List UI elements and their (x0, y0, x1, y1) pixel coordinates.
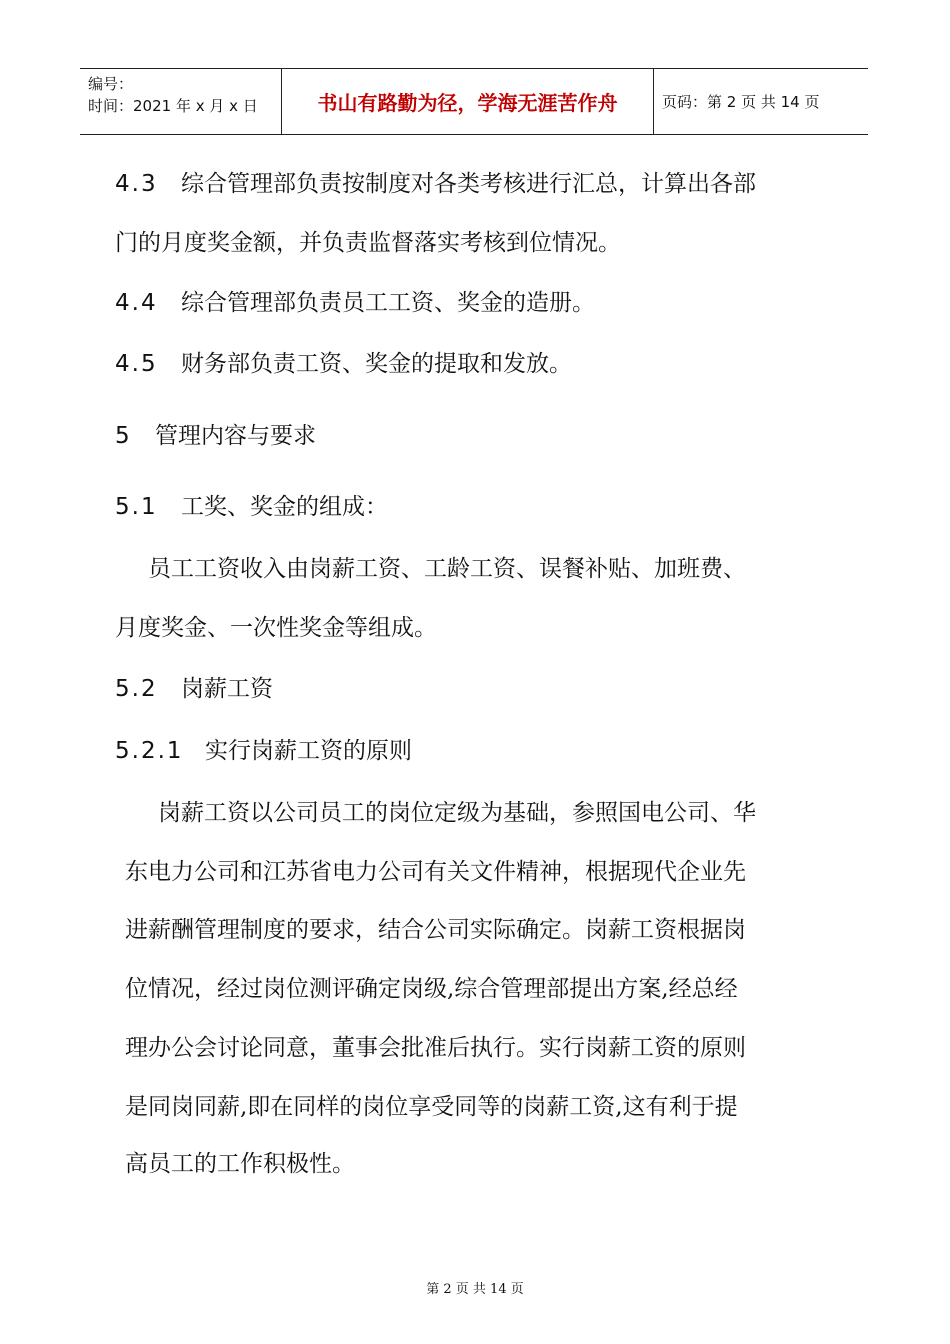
paragraph-text: 综合管理部负责员工工资、奖金的造册。 (181, 290, 595, 316)
document-number-label: 编号： (88, 75, 134, 93)
composition-line2: 月度奖金、一次性奖金等组成。 (115, 615, 437, 641)
paragraph-4-5 (115, 350, 835, 378)
paragraph-4-4 (115, 289, 835, 317)
page-footer: 第 2 页 共 14 页 (426, 1282, 524, 1297)
principle-line3: 进薪酬管理制度的要求，结合公司实际确定。岗薪工资根据岗 (125, 917, 746, 943)
principle-line2: 东电力公司和江苏省电力公司有关文件精神，根据现代企业先 (125, 859, 746, 885)
section-number: 4.4 (115, 290, 158, 316)
paragraph-text: 财务部负责工资、奖金的提取和发放。 (181, 351, 572, 377)
page-header (80, 68, 868, 135)
principle-line4: 位情况，经过岗位测评确定岗级,综合管理部提出方案,经总经 (125, 976, 738, 1002)
section-number: 4.3 (115, 171, 158, 197)
section-5-heading (115, 422, 835, 450)
header-page-info: 页码：第 2 页 共 14 页 (662, 93, 820, 111)
heading-text: 管理内容与要求 (155, 423, 316, 449)
composition-line1: 员工工资收入由岗薪工资、工龄工资、误餐补贴、加班费、 (148, 556, 746, 582)
header-motto: 书山有路勤为径，学海无涯苦作舟 (282, 69, 654, 134)
section-5-1-heading (115, 493, 835, 521)
header-meta (80, 69, 282, 134)
heading-text: 实行岗薪工资的原则 (205, 738, 412, 764)
section-number: 5.2 (115, 676, 158, 702)
section-number: 4.5 (115, 351, 158, 377)
document-time-label: 时间：2021 年 x 月 x 日 (88, 97, 258, 115)
principle-line7: 高员工的工作积极性。 (125, 1151, 355, 1177)
section-number: 5 (115, 423, 132, 449)
section-number: 5.1 (115, 494, 158, 520)
principle-line1: 岗薪工资以公司员工的岗位定级为基础，参照国电公司、华 (158, 800, 756, 826)
principle-line5: 理办公会讨论同意，董事会批准后执行。实行岗薪工资的原则 (125, 1035, 746, 1061)
paragraph-text: 综合管理部负责按制度对各类考核进行汇总，计算出各部 (181, 171, 756, 197)
section-5-2-heading (115, 675, 835, 703)
section-5-2-1-heading (115, 737, 835, 765)
paragraph-4-3-line2: 门的月度奖金额，并负责监督落实考核到位情况。 (115, 230, 621, 256)
heading-text: 工奖、奖金的组成： (181, 494, 388, 520)
paragraph-4-3-line1 (115, 170, 835, 198)
section-number: 5.2.1 (115, 738, 184, 764)
principle-line6: 是同岗同薪,即在同样的岗位享受同等的岗薪工资,这有利于提 (125, 1094, 738, 1120)
heading-text: 岗薪工资 (181, 676, 273, 702)
